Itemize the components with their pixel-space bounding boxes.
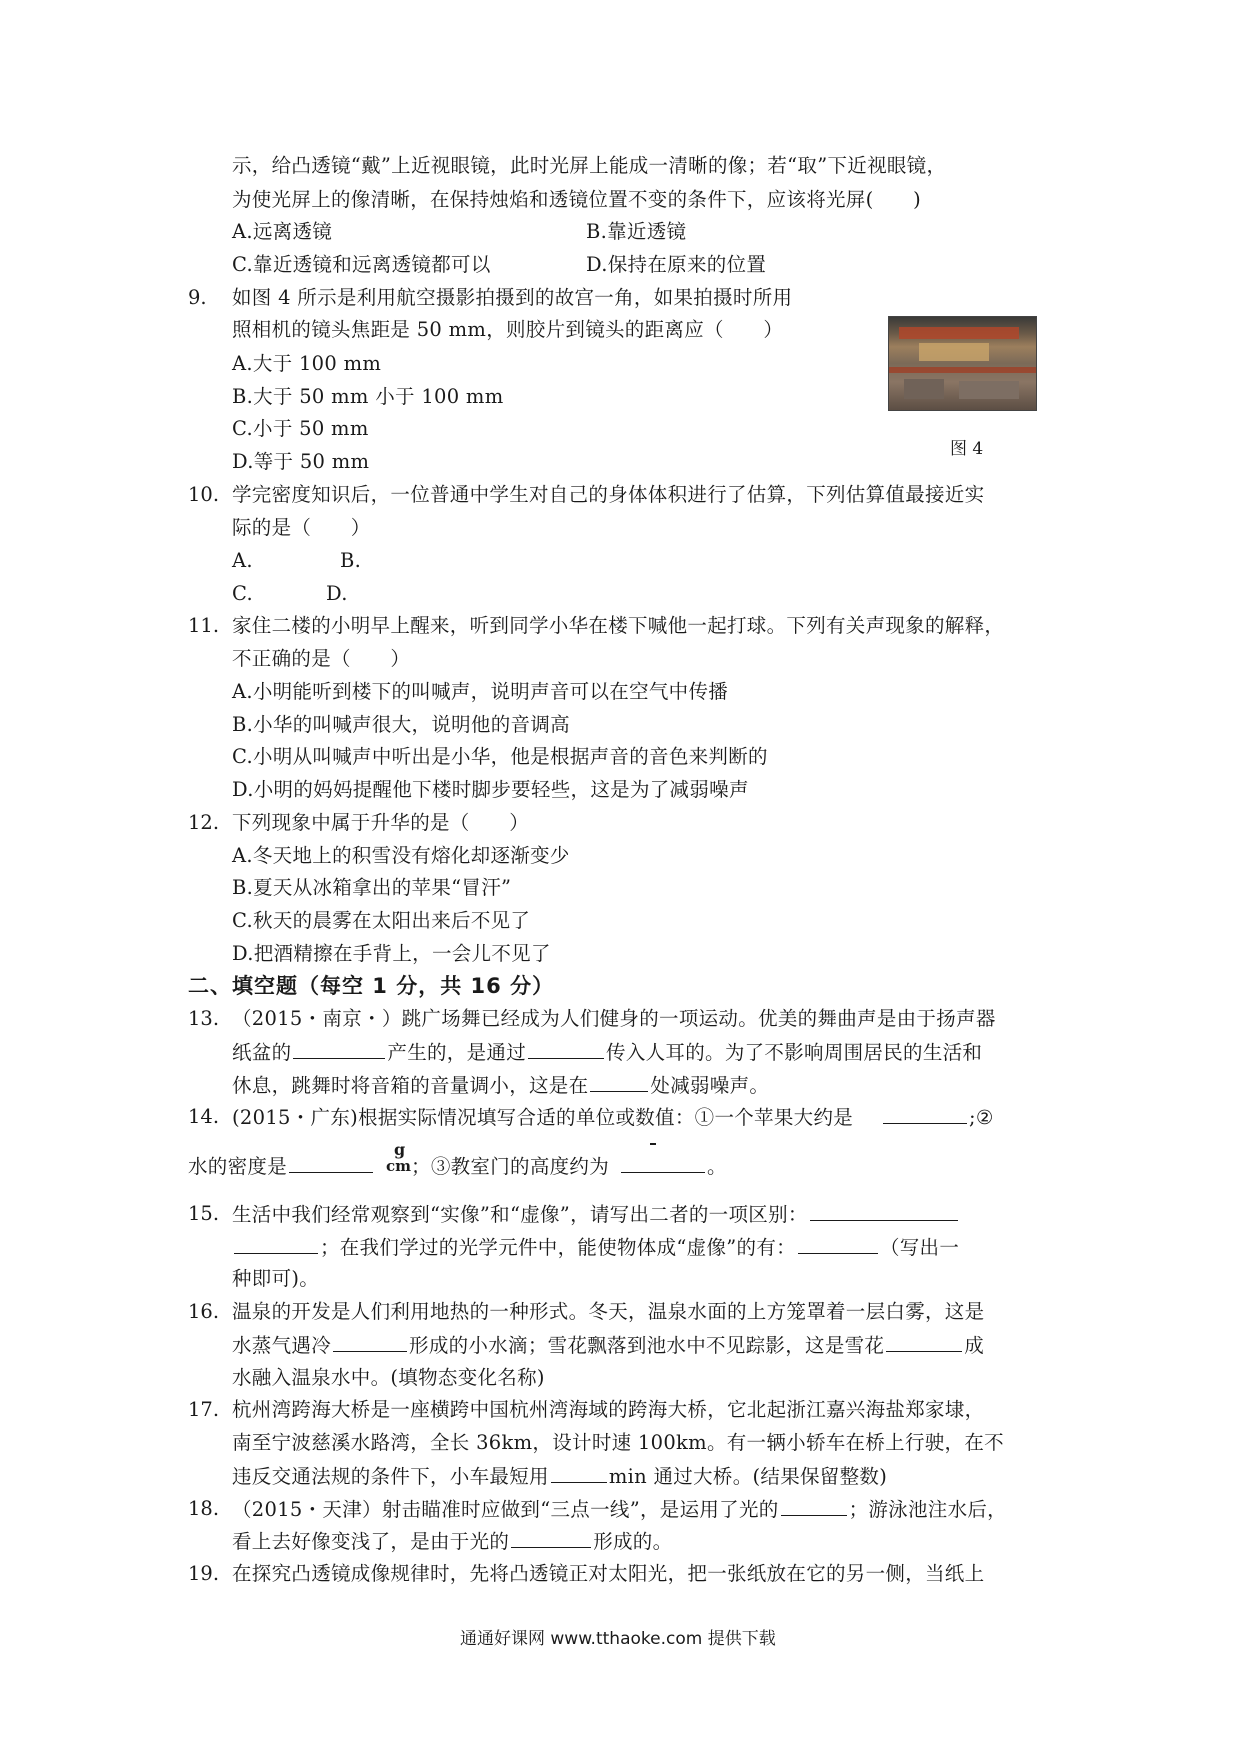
q15-line3: 种即可)。 (232, 1267, 320, 1290)
q17-text-a: 违反交通法规的条件下，小车最短用 (232, 1465, 549, 1488)
q13-line1: （2015・南京・）跳广场舞已经成为人们健身的一项运动。优美的舞曲声是由于扬声器 (232, 1007, 996, 1030)
q16-text-a: 水蒸气遇冷 (232, 1334, 332, 1357)
q11-line2: 不正确的是（ ） (232, 647, 411, 670)
q18-text-c: 看上去好像变浅了，是由于光的 (232, 1530, 510, 1553)
q13-line2 (232, 1038, 982, 1067)
q15-line1 (232, 1200, 960, 1229)
page-footer: 通通好课网 www.tthaoke.com 提供下载 (460, 1629, 776, 1649)
q12-option-d: D.把酒精擦在手背上，一会儿不见了 (232, 942, 551, 965)
q14-text-d: ；③教室门的高度约为 (411, 1155, 610, 1178)
q15-blank-1[interactable] (810, 1200, 958, 1221)
stray-mark (650, 1143, 656, 1145)
q9-option-c: C.小于 50 mm (232, 417, 369, 440)
q14-blank-2[interactable] (289, 1152, 373, 1173)
q18-blank-2[interactable] (511, 1527, 591, 1548)
forbidden-city-aerial-photo (888, 316, 1037, 411)
q18-blank-1[interactable] (781, 1495, 847, 1516)
q13-blank-3[interactable] (590, 1071, 648, 1092)
section-heading-fill-in: 二、填空题（每空 1 分，共 16 分） (188, 974, 555, 998)
q16-blank-2[interactable] (886, 1331, 962, 1352)
q13-blank-2[interactable] (528, 1038, 604, 1059)
q18-text-a: （2015・天津）射击瞄准时应做到“三点一线”，是运用了光的 (232, 1498, 779, 1521)
q15-blank-1-cont[interactable] (234, 1233, 318, 1254)
q14-blank-1[interactable] (883, 1103, 967, 1124)
q10-option-c: C. (232, 582, 254, 605)
q17-line3 (232, 1462, 887, 1491)
q12-option-b: B.夏天从冰箱拿出的苹果“冒汗” (232, 876, 512, 899)
q18-line1 (232, 1495, 1007, 1524)
q8-line2: 为使光屏上的像清晰，在保持烛焰和透镜位置不变的条件下，应该将光屏( ) (232, 188, 922, 211)
q11-option-b: B.小华的叫喊声很大，说明他的音调高 (232, 713, 570, 736)
q10-line2: 际的是（ ） (232, 516, 371, 539)
q14-text-e: 。 (707, 1155, 727, 1178)
q9-line2: 照相机的镜头焦距是 50 mm，则胶片到镜头的距离应（ ） (232, 318, 784, 341)
q9-option-a: A.大于 100 mm (232, 352, 382, 375)
q9-option-d: D.等于 50 mm (232, 450, 370, 473)
q18-line2 (232, 1527, 672, 1556)
q16-line2 (232, 1331, 984, 1360)
q8-option-a: A.远离透镜 (232, 220, 333, 243)
q12-option-c: C.秋天的晨雾在太阳出来后不见了 (232, 909, 531, 932)
q14-text-b: ;② (969, 1106, 994, 1129)
q8-option-b: B.靠近透镜 (586, 220, 687, 243)
q16-text-b: 形成的小水滴；雪花飘落到池水中不见踪影，这是雪花 (409, 1334, 885, 1357)
q17-line1: 杭州湾跨海大桥是一座横跨中国杭州湾海域的跨海大桥，它北起浙江嘉兴海盐郑家埭， (232, 1398, 985, 1421)
q14-blank-3[interactable] (621, 1152, 705, 1173)
q17-number: 17. (188, 1398, 220, 1421)
q10-line1: 学完密度知识后，一位普通中学生对自己的身体体积进行了估算，下列估算值最接近实 (232, 483, 985, 506)
q10-option-d: D. (326, 582, 348, 605)
q17-blank-1[interactable] (551, 1462, 607, 1483)
q8-line1: 示，给凸透镜“戴”上近视眼镜，此时光屏上能成一清晰的像；若“取”下近视眼镜， (232, 154, 947, 177)
q13-text-c: 传入人耳的。为了不影响周围居民的生活和 (606, 1041, 983, 1064)
q15-number: 15. (188, 1202, 220, 1225)
q9-line1: 如图 4 所示是利用航空摄影拍摄到的故宫一角，如果拍摄时所用 (232, 286, 793, 309)
q18-text-d: 形成的。 (593, 1530, 673, 1553)
q17-line2: 南至宁波慈溪水路湾，全长 36km，设计时速 100km。有一辆小轿车在桥上行驶，在不 (232, 1431, 1004, 1454)
q18-text-b: ；游泳池注水后， (848, 1498, 1007, 1521)
q11-option-c: C.小明从叫喊声中听出是小华，他是根据声音的音色来判断的 (232, 745, 768, 768)
density-unit-numerator: g (394, 1140, 406, 1159)
q14-text-c: 水的密度是 (188, 1155, 288, 1178)
q8-option-d: D.保持在原来的位置 (586, 253, 767, 276)
q19-line1: 在探究凸透镜成像规律时，先将凸透镜正对太阳光，把一张纸放在它的另一侧，当纸上 (232, 1562, 985, 1585)
q17-text-b: min 通过大桥。(结果保留整数) (608, 1465, 888, 1488)
q9-number: 9. (188, 286, 207, 309)
q16-line3: 水融入温泉水中。(填物态变化名称) (232, 1366, 545, 1389)
q14-text-a: (2015・广东)根据实际情况填写合适的单位或数值：①一个苹果大约是 (232, 1106, 854, 1129)
density-unit (386, 1142, 416, 1180)
q16-line1: 温泉的开发是人们利用地热的一种形式。冬天，温泉水面的上方笼罩着一层白雾，这是 (232, 1300, 985, 1323)
q9-option-b: B.大于 50 mm 小于 100 mm (232, 385, 504, 408)
q12-number: 12. (188, 811, 220, 834)
q19-number: 19. (188, 1562, 220, 1585)
q16-blank-1[interactable] (333, 1331, 407, 1352)
q16-text-c: 成 (964, 1334, 985, 1357)
q8-option-c: C.靠近透镜和远离透镜都可以 (232, 253, 491, 276)
q13-text-a: 纸盆的 (232, 1041, 292, 1064)
q15-text-b: ；在我们学过的光学元件中，能使物体成“虚像”的有： (320, 1236, 796, 1259)
q10-option-b: B. (340, 549, 362, 572)
q14-number: 14. (188, 1105, 220, 1128)
q13-line3 (232, 1071, 769, 1100)
q15-blank-2[interactable] (798, 1233, 878, 1254)
q15-line2 (232, 1233, 959, 1262)
q13-text-d: 休息，跳舞时将音箱的音量调小，这是在 (232, 1074, 589, 1097)
q13-number: 13. (188, 1007, 220, 1030)
q13-text-b: 产生的，是通过 (387, 1041, 527, 1064)
q12-line1: 下列现象中属于升华的是（ ） (232, 811, 530, 834)
density-unit-denominator: cm (386, 1157, 412, 1175)
q10-number: 10. (188, 483, 220, 506)
q14-line1 (232, 1103, 994, 1132)
q14-line2 (188, 1152, 727, 1181)
q16-number: 16. (188, 1300, 220, 1323)
q12-option-a: A.冬天地上的积雪没有熔化却逐渐变少 (232, 844, 570, 867)
q15-text-c: （写出一 (879, 1236, 960, 1259)
q10-option-a: A. (232, 549, 253, 572)
q11-number: 11. (188, 614, 220, 637)
q13-blank-1[interactable] (293, 1038, 385, 1059)
q11-line1: 家住二楼的小明早上醒来，听到同学小华在楼下喊他一起打球。下列有关声现象的解释， (232, 614, 1005, 637)
q18-number: 18. (188, 1497, 220, 1520)
q15-text-a: 生活中我们经常观察到“实像”和“虚像”，请写出二者的一项区别： (232, 1203, 808, 1226)
figure-caption: 图 4 (950, 439, 984, 459)
q13-text-e: 处减弱噪声。 (650, 1074, 770, 1097)
q11-option-d: D.小明的妈妈提醒他下楼时脚步要轻些，这是为了减弱噪声 (232, 778, 749, 801)
q11-option-a: A.小明能听到楼下的叫喊声，说明声音可以在空气中传播 (232, 680, 729, 703)
